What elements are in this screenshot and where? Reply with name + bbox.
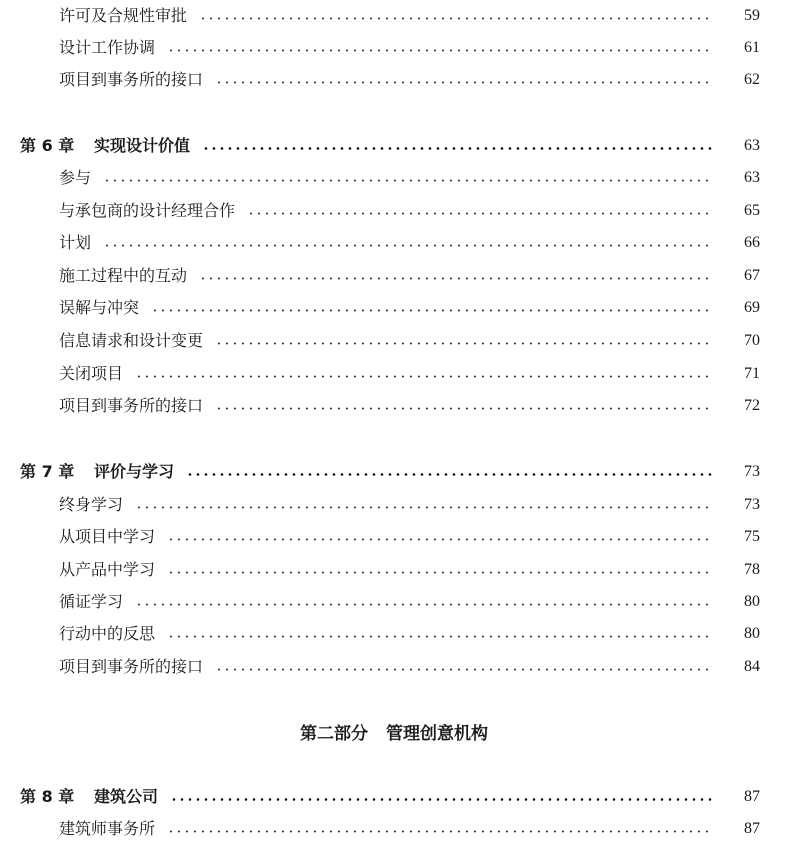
section-entry[interactable] <box>0 815 788 843</box>
section-entry[interactable] <box>0 2 788 30</box>
dot-leader <box>199 277 714 280</box>
chapter-title: 实现设计价值 <box>94 132 190 160</box>
chapter-entry[interactable] <box>0 783 788 811</box>
section-entry[interactable] <box>0 392 788 420</box>
page-number: 73 <box>744 496 760 513</box>
section-title: 从产品中学习 <box>59 556 155 584</box>
section-title: 施工过程中的互动 <box>59 262 187 290</box>
page-number: 65 <box>744 202 760 219</box>
page-number: 63 <box>744 137 760 154</box>
dot-leader <box>199 17 714 20</box>
part-heading <box>0 720 788 748</box>
section-title: 项目到事务所的接口 <box>59 653 203 681</box>
section-title: 项目到事务所的接口 <box>59 392 203 420</box>
dot-leader <box>135 603 714 606</box>
dot-leader <box>135 375 714 378</box>
section-title: 建筑师事务所 <box>59 815 155 843</box>
page-number: 80 <box>744 625 760 642</box>
section-title: 设计工作协调 <box>59 34 155 62</box>
page-number: 59 <box>744 7 760 24</box>
dot-leader <box>215 407 714 410</box>
section-entry[interactable] <box>0 262 788 290</box>
section-title: 行动中的反思 <box>59 620 155 648</box>
section-title: 项目到事务所的接口 <box>59 66 203 94</box>
dot-leader <box>215 342 714 345</box>
page-number: 69 <box>744 299 760 316</box>
section-entry[interactable] <box>0 360 788 388</box>
part-label: 第二部分 <box>300 724 368 744</box>
section-title: 信息请求和设计变更 <box>59 327 203 355</box>
section-title: 循证学习 <box>59 588 123 616</box>
section-entry[interactable] <box>0 491 788 519</box>
section-title: 计划 <box>59 229 91 257</box>
page-number: 87 <box>744 788 760 805</box>
part-title: 管理创意机构 <box>386 724 488 744</box>
chapter-number: 第 8 章 <box>20 787 75 806</box>
dot-leader <box>167 538 714 541</box>
dot-leader <box>151 309 714 312</box>
page-number: 71 <box>744 365 760 382</box>
page-number: 61 <box>744 39 760 56</box>
page-number: 78 <box>744 561 760 578</box>
section-title: 许可及合规性审批 <box>59 2 187 30</box>
chapter-title: 评价与学习 <box>94 458 174 486</box>
dot-leader <box>135 506 714 509</box>
page-number: 63 <box>744 169 760 186</box>
dot-leader <box>215 668 714 671</box>
dot-leader <box>215 81 714 84</box>
chapter-number: 第 7 章 <box>20 462 75 481</box>
section-title: 终身学习 <box>59 491 123 519</box>
dot-leader <box>167 571 714 574</box>
section-entry[interactable] <box>0 327 788 355</box>
section-entry[interactable] <box>0 653 788 681</box>
page-number: 80 <box>744 593 760 610</box>
chapter-entry[interactable] <box>0 458 788 486</box>
section-entry[interactable] <box>0 197 788 225</box>
section-title: 与承包商的设计经理合作 <box>59 197 235 225</box>
dot-leader <box>103 179 714 182</box>
section-title: 关闭项目 <box>59 360 123 388</box>
section-title: 误解与冲突 <box>59 294 139 322</box>
section-entry[interactable] <box>0 620 788 648</box>
chapter-entry[interactable] <box>0 132 788 160</box>
section-entry[interactable] <box>0 588 788 616</box>
dot-leader <box>202 147 714 150</box>
section-title: 从项目中学习 <box>59 523 155 551</box>
dot-leader <box>170 798 714 801</box>
dot-leader <box>167 49 714 52</box>
dot-leader <box>186 473 714 476</box>
page-number: 75 <box>744 528 760 545</box>
page-number: 66 <box>744 234 760 251</box>
chapter-title: 建筑公司 <box>94 783 158 811</box>
page-number: 72 <box>744 397 760 414</box>
dot-leader <box>247 212 714 215</box>
page-number: 70 <box>744 332 760 349</box>
section-entry[interactable] <box>0 523 788 551</box>
section-entry[interactable] <box>0 556 788 584</box>
page-number: 62 <box>744 71 760 88</box>
chapter-number: 第 6 章 <box>20 136 75 155</box>
section-title: 参与 <box>59 164 91 192</box>
page-number: 67 <box>744 267 760 284</box>
page-number: 87 <box>744 820 760 837</box>
dot-leader <box>103 244 714 247</box>
section-entry[interactable] <box>0 294 788 322</box>
section-entry[interactable] <box>0 164 788 192</box>
page-number: 73 <box>744 463 760 480</box>
dot-leader <box>167 635 714 638</box>
page-number: 84 <box>744 658 760 675</box>
section-entry[interactable] <box>0 229 788 257</box>
dot-leader <box>167 830 714 833</box>
section-entry[interactable] <box>0 34 788 62</box>
section-entry[interactable] <box>0 66 788 94</box>
